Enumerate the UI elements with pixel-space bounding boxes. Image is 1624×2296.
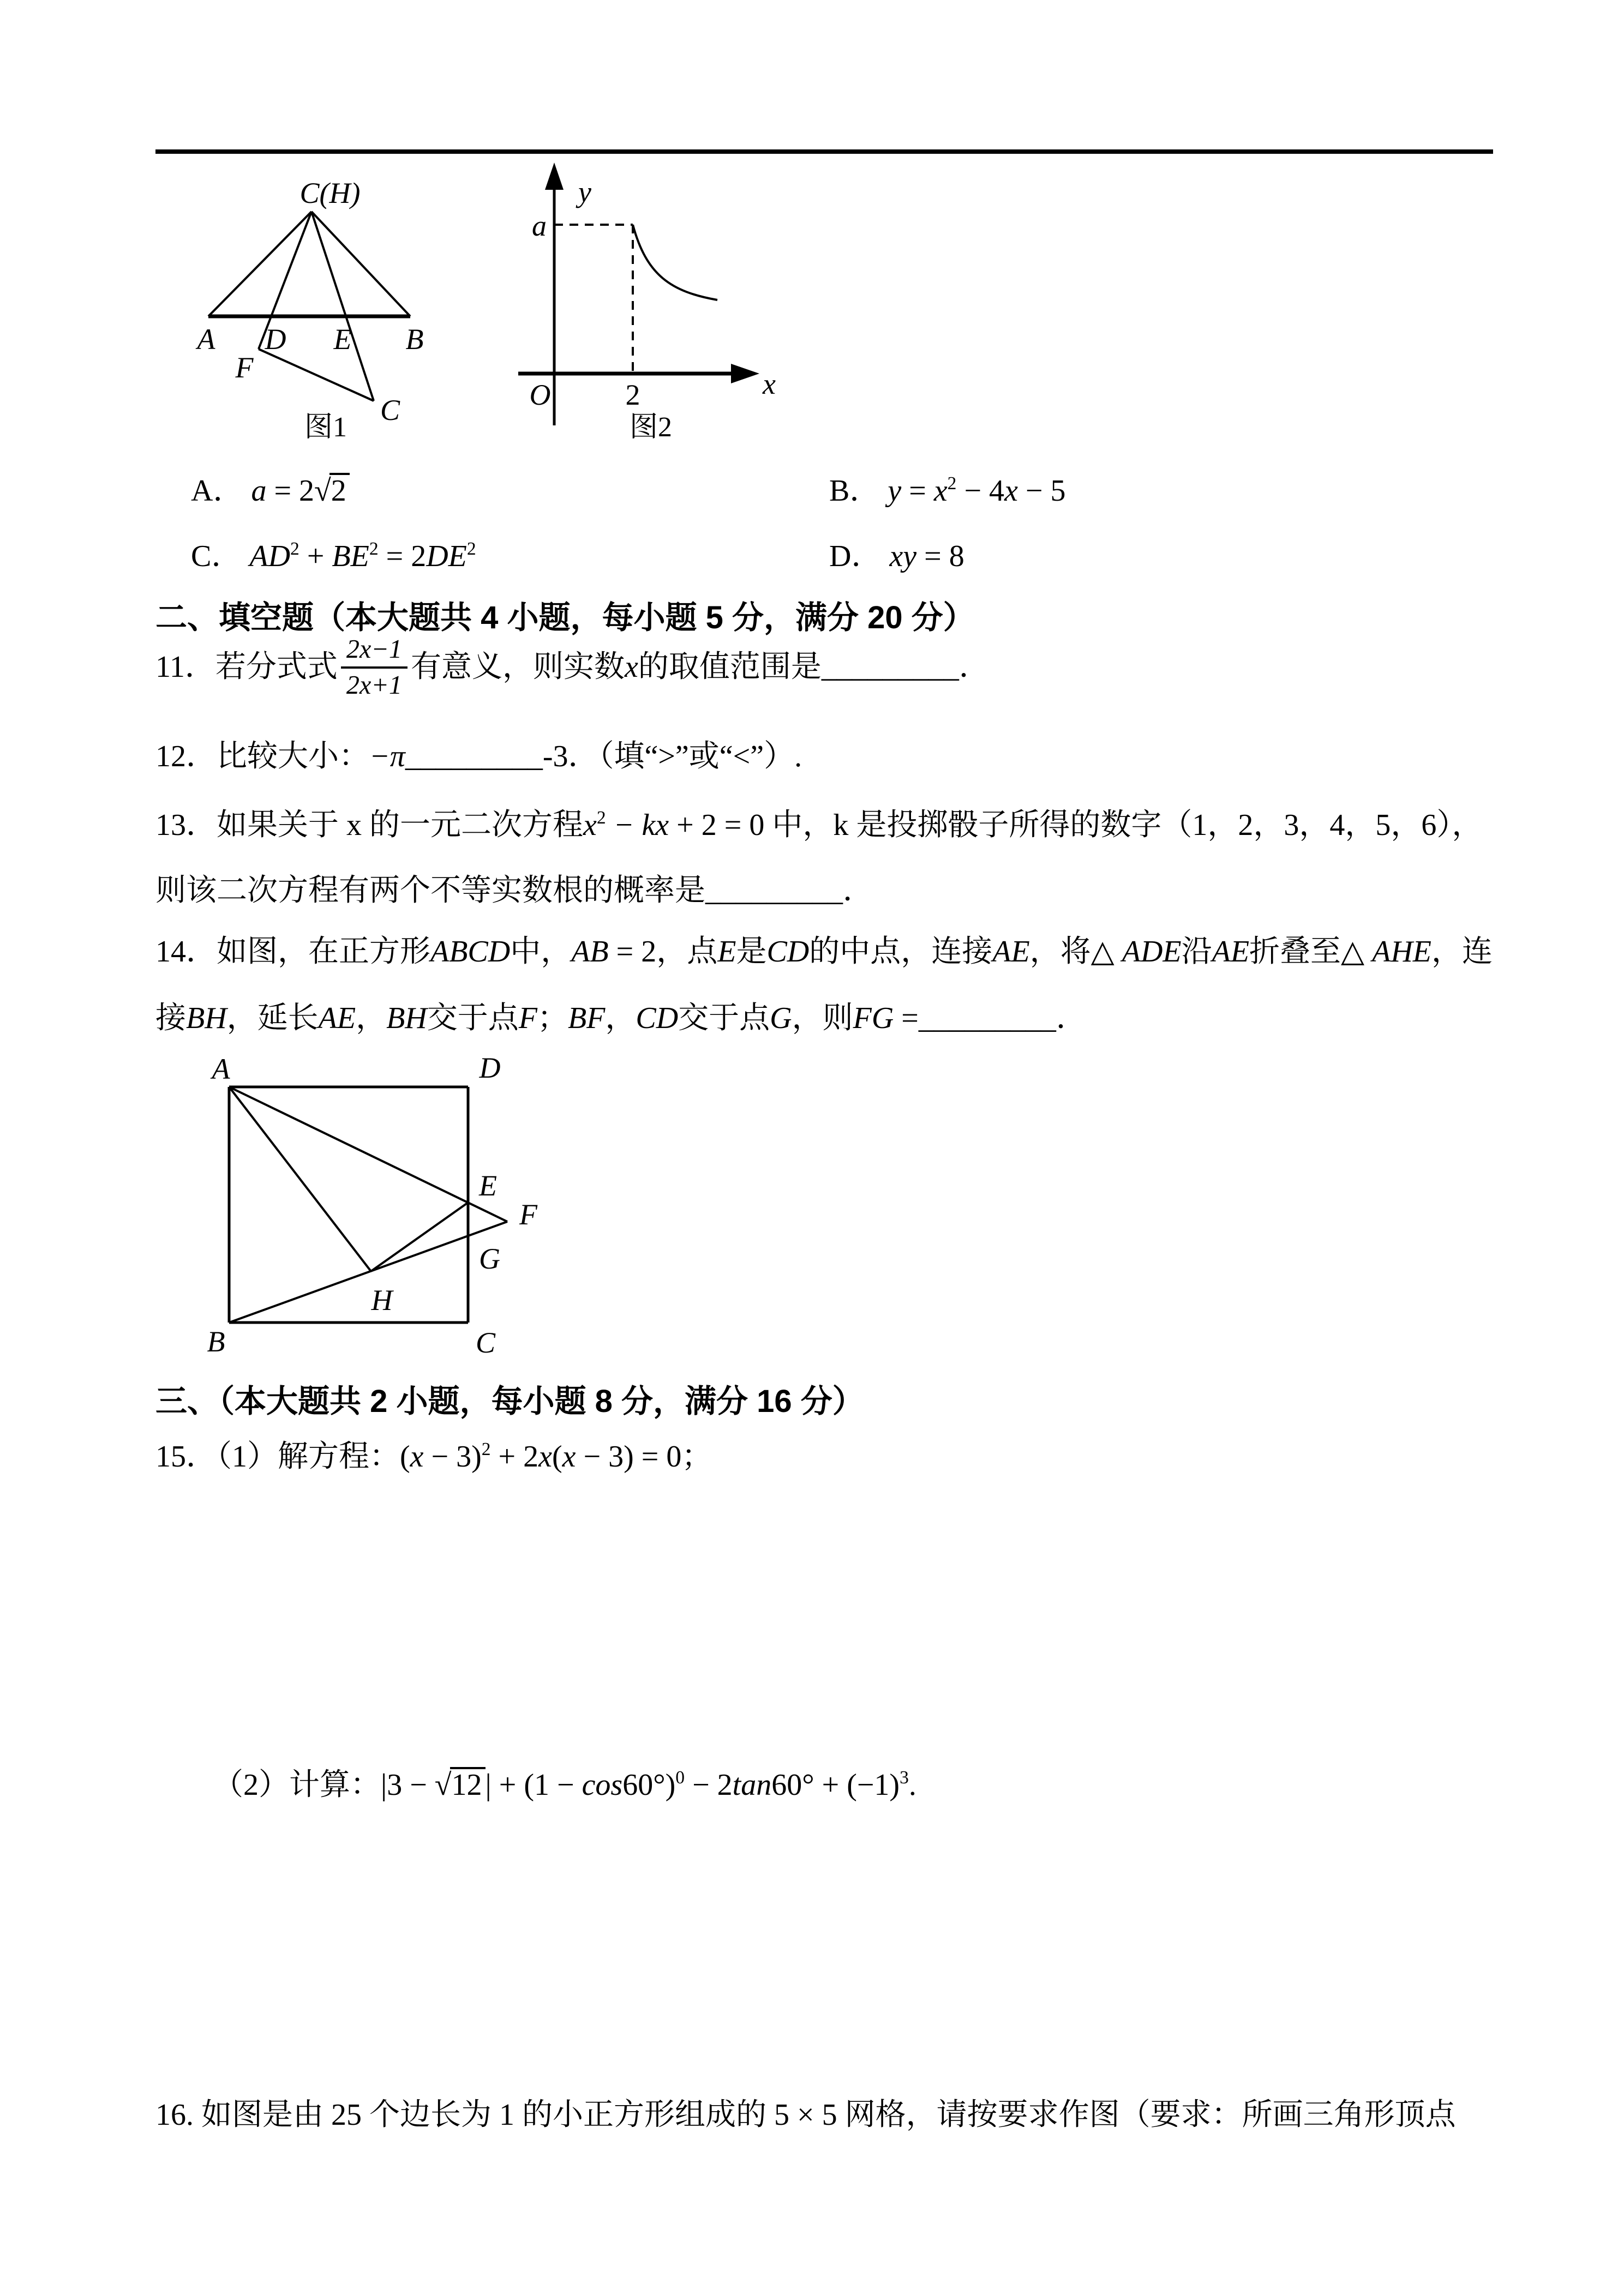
fig2-y-arrowhead bbox=[545, 163, 564, 190]
fig1-label-C: C bbox=[380, 394, 400, 426]
question-13-line2: 则该二次方程有两个不等实数根的概率是_________． bbox=[155, 874, 873, 907]
figure1-triangle bbox=[196, 177, 424, 443]
figure2-graph bbox=[518, 163, 776, 443]
fig1-label-F: F bbox=[235, 351, 254, 384]
fig1-label-B: B bbox=[405, 323, 424, 356]
question-14-line2: 接BH，延长AE，BH交于点F；BF，CD交于点G，则FG =_________． bbox=[155, 1001, 1087, 1035]
question-16: 16. 如图是由 25 个边长为 1 的小正方形组成的 5 × 5 网格，请按要求作图（要求：所画三角形顶点 bbox=[155, 2098, 1456, 2132]
fig1-line-F-C bbox=[259, 349, 374, 401]
sq-label-D: D bbox=[479, 1051, 501, 1084]
question-14-line1: 14．如图，在正方形ABCD中，AB = 2，点E是CD的中点，连接AE，将△ ADE沿AE折叠至△ AHE，连 bbox=[155, 935, 1493, 969]
option-b: B． $y = x^2 - 4x - 5$ bbox=[829, 473, 1066, 508]
line-A-E-F bbox=[229, 1087, 507, 1222]
question-11: 11．若分式式 $\frac{2x-1}{2x+1}$ 有意义，则实数x的取值范围是_________． bbox=[155, 635, 990, 700]
fig2-x-arrowhead bbox=[731, 364, 759, 383]
fig1-label-A: A bbox=[197, 323, 215, 356]
question-13-line1: 13．如果关于 x 的一元二次方程$x^2$ − kx + 2 = 0 中，k 是投掷骰子所得的数字（1，2，3，4，5，6）， bbox=[155, 808, 1483, 842]
fig2-label-y: y bbox=[578, 176, 591, 208]
fig2-curve bbox=[633, 225, 717, 300]
sq-label-C: C bbox=[475, 1326, 496, 1359]
option-d: D． xy = 8 bbox=[829, 539, 964, 573]
figure2-caption: 图2 bbox=[629, 412, 673, 443]
question-12: 12．比较大小：−π_________-3．（填“>”或“<”）. bbox=[155, 740, 802, 773]
section2-header: 二、填空题（本大题共 4 小题，每小题 5 分，满分 20 分） bbox=[155, 600, 975, 635]
figure1-figure2-svg bbox=[155, 161, 810, 444]
fig2-label-2: 2 bbox=[625, 378, 640, 411]
question-15-part2: （2）计算：|3 − √12 | + $(1 - \cos 60^\circ)^0 - 2\tan 60^\circ + (-1)^3$. bbox=[213, 1768, 916, 1802]
section3-header: 三、（本大题共 2 小题，每小题 8 分，满分 16 分） bbox=[155, 1384, 864, 1419]
top-horizontal-rule bbox=[155, 149, 1493, 154]
fig2-label-a: a bbox=[532, 209, 547, 242]
sq-label-F: F bbox=[519, 1198, 537, 1231]
line-H-E bbox=[371, 1203, 468, 1271]
option-c: C． $AD^2 + BE^2 = 2DE^2$ bbox=[191, 539, 476, 573]
figure1-caption: 图1 bbox=[304, 412, 347, 443]
fig1-label-D: D bbox=[265, 323, 286, 356]
question14-figure-svg bbox=[191, 1047, 573, 1358]
fig1-label-apex: C(H) bbox=[299, 177, 361, 209]
fig2-label-x: x bbox=[763, 368, 776, 400]
line-A-H bbox=[229, 1087, 371, 1271]
fig2-label-O: O bbox=[529, 378, 551, 411]
sq-label-E: E bbox=[479, 1169, 497, 1202]
sq-label-A: A bbox=[212, 1053, 230, 1085]
question-15-part1: 15．（1）解方程：$(x - 3)^2 + 2x(x - 3) = 0$； bbox=[155, 1439, 712, 1474]
fig1-side-A-apex bbox=[208, 212, 311, 316]
fig1-side-B-apex bbox=[311, 212, 410, 316]
sq-label-G: G bbox=[479, 1242, 500, 1275]
sq-label-B: B bbox=[207, 1325, 225, 1358]
sq-label-H: H bbox=[371, 1284, 393, 1317]
option-a: A． a = 2√2 bbox=[191, 472, 350, 510]
line-B-H-G-F bbox=[229, 1222, 507, 1323]
fig1-line-apex-C bbox=[311, 212, 374, 401]
square-ABCD bbox=[207, 1051, 538, 1359]
fig1-label-E: E bbox=[333, 323, 352, 356]
